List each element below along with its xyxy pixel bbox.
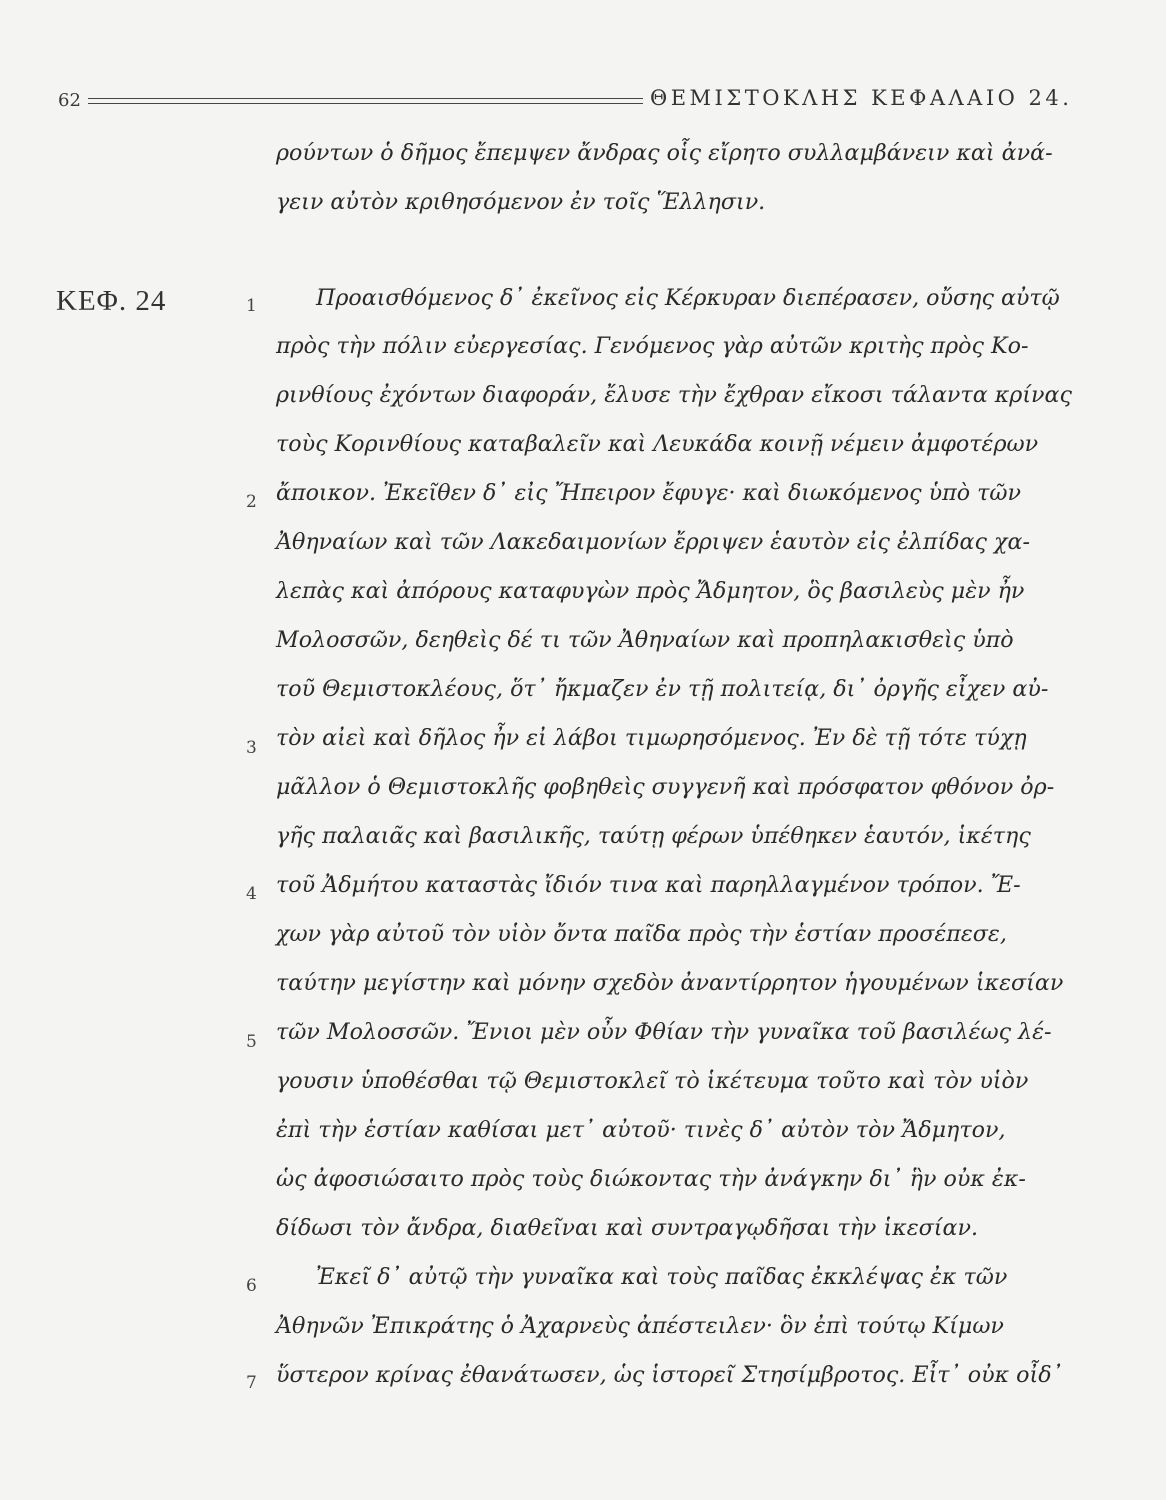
text-line: Προαισθόμενος δ᾽ ἐκεῖνος εἰς Κέρκυραν διεπέρασεν, οὔσης αὐτῷ: [316, 285, 1060, 311]
text-line: ὡς ἀφοσιώσαιτο πρὸς τοὺς διώκοντας τὴν ἀνάγκην δι᾽ ἣν οὐκ ἐκ-: [276, 1166, 1026, 1192]
text-line: τὸν αἰεὶ καὶ δῆλος ἦν εἰ λάβοι τιμωρησόμενος. Ἐν δὲ τῇ τότε τύχῃ: [276, 725, 1027, 751]
section-number: 5: [246, 1032, 257, 1052]
section-number: 7: [246, 1373, 257, 1393]
text-line: γουσιν ὑποθέσθαι τῷ Θεμιστοκλεῖ τὸ ἱκέτευμα τοῦτο καὶ τὸν υἱὸν: [276, 1068, 1029, 1094]
text-line: ταύτην μεγίστην καὶ μόνην σχεδὸν ἀναντίρρητον ἡγουμένων ἱκεσίαν: [276, 970, 1064, 996]
text-line: γειν αὐτὸν κριθησόμενον ἐν τοῖς Ἕλλησιν.: [276, 189, 766, 215]
text-line: δίδωσι τὸν ἄνδρα, διαθεῖναι καὶ συντραγῳδῆσαι τὴν ἱκεσίαν.: [276, 1215, 978, 1241]
text-line: τοῦ Θεμιστοκλέους, ὅτ᾽ ἤκμαζεν ἐν τῇ πολιτείᾳ, δι᾽ ὀργῆς εἶχεν αὐ-: [276, 676, 1049, 702]
text-line: γῆς παλαιᾶς καὶ βασιλικῆς, ταύτῃ φέρων ὑπέθηκεν ἑαυτόν, ἱκέτης: [276, 823, 1031, 849]
section-number: 2: [246, 492, 257, 512]
section-number: 1: [246, 296, 257, 316]
text-line: τοῦ Ἀδμήτου καταστὰς ἴδιόν τινα καὶ παρηλλαγμένον τρόπον. Ἔ-: [276, 872, 1021, 898]
text-line: ἐπὶ τὴν ἑστίαν καθίσαι μετ᾽ αὐτοῦ· τινὲς δ᾽ αὐτὸν τὸν Ἄδμητον,: [276, 1117, 1006, 1143]
text-line: πρὸς τὴν πόλιν εὐεργεσίας. Γενόμενος γὰρ αὐτῶν κριτὴς πρὸς Κο-: [276, 333, 1029, 359]
page-header: [58, 78, 1088, 118]
text-line: ρινθίους ἐχόντων διαφοράν, ἔλυσε τὴν ἔχθραν εἴκοσι τάλαντα κρίνας: [276, 382, 1072, 408]
text-line: λεπὰς καὶ ἀπόρους καταφυγὼν πρὸς Ἄδμητον, ὃς βασιλεὺς μὲν ἦν: [276, 578, 1025, 604]
section-number: 4: [246, 884, 257, 904]
text-line: Ἀθηνῶν Ἐπικράτης ὁ Ἀχαρνεὺς ἀπέστειλεν· ὃν ἐπὶ τούτῳ Κίμων: [276, 1313, 1004, 1339]
page-number: 62: [58, 90, 81, 111]
chapter-label: ΚΕΦ. 24: [56, 285, 167, 317]
running-head: ΘΕΜΙΣΤΟΚΛΗΣ ΚΕΦΑΛΑΙΟ 24.: [650, 86, 1073, 110]
section-number: 6: [246, 1276, 257, 1296]
text-line: Ἀθηναίων καὶ τῶν Λακεδαιμονίων ἔρριψεν ἑαυτὸν εἰς ἐλπίδας χα-: [276, 529, 1030, 555]
text-line: ὕστερον κρίνας ἐθανάτωσεν, ὡς ἱστορεῖ Στησίμβροτος. Εἶτ᾽ οὐκ οἶδ᾽: [276, 1362, 1063, 1388]
text-line: ρούντων ὁ δῆμος ἔπεμψεν ἄνδρας οἷς εἴρητο συλλαμβάνειν καὶ ἀνά-: [276, 140, 1053, 166]
section-number: 3: [246, 738, 257, 758]
header-rule: [88, 98, 643, 104]
text-line: χων γὰρ αὐτοῦ τὸν υἱὸν ὄντα παῖδα πρὸς τὴν ἑστίαν προσέπεσε,: [276, 921, 1007, 947]
text-line: μᾶλλον ὁ Θεμιστοκλῆς φοβηθεὶς συγγενῆ καὶ πρόσφατον φθόνον ὀρ-: [276, 774, 1055, 800]
text-line: τῶν Μολοσσῶν. Ἔνιοι μὲν οὖν Φθίαν τὴν γυναῖκα τοῦ βασιλέως λέ-: [276, 1019, 1052, 1045]
text-line: ἄποικον. Ἐκεῖθεν δ᾽ εἰς Ἤπειρον ἔφυγε· καὶ διωκόμενος ὑπὸ τῶν: [276, 480, 1021, 506]
text-line: Μολοσσῶν, δεηθεὶς δέ τι τῶν Ἀθηναίων καὶ προπηλακισθεὶς ὑπὸ: [276, 627, 1014, 653]
text-line: τοὺς Κορινθίους καταβαλεῖν καὶ Λευκάδα κοινῇ νέμειν ἀμφοτέρων: [276, 431, 1039, 457]
text-line: Ἐκεῖ δ᾽ αὐτῷ τὴν γυναῖκα καὶ τοὺς παῖδας ἐκκλέψας ἐκ τῶν: [316, 1264, 1008, 1290]
